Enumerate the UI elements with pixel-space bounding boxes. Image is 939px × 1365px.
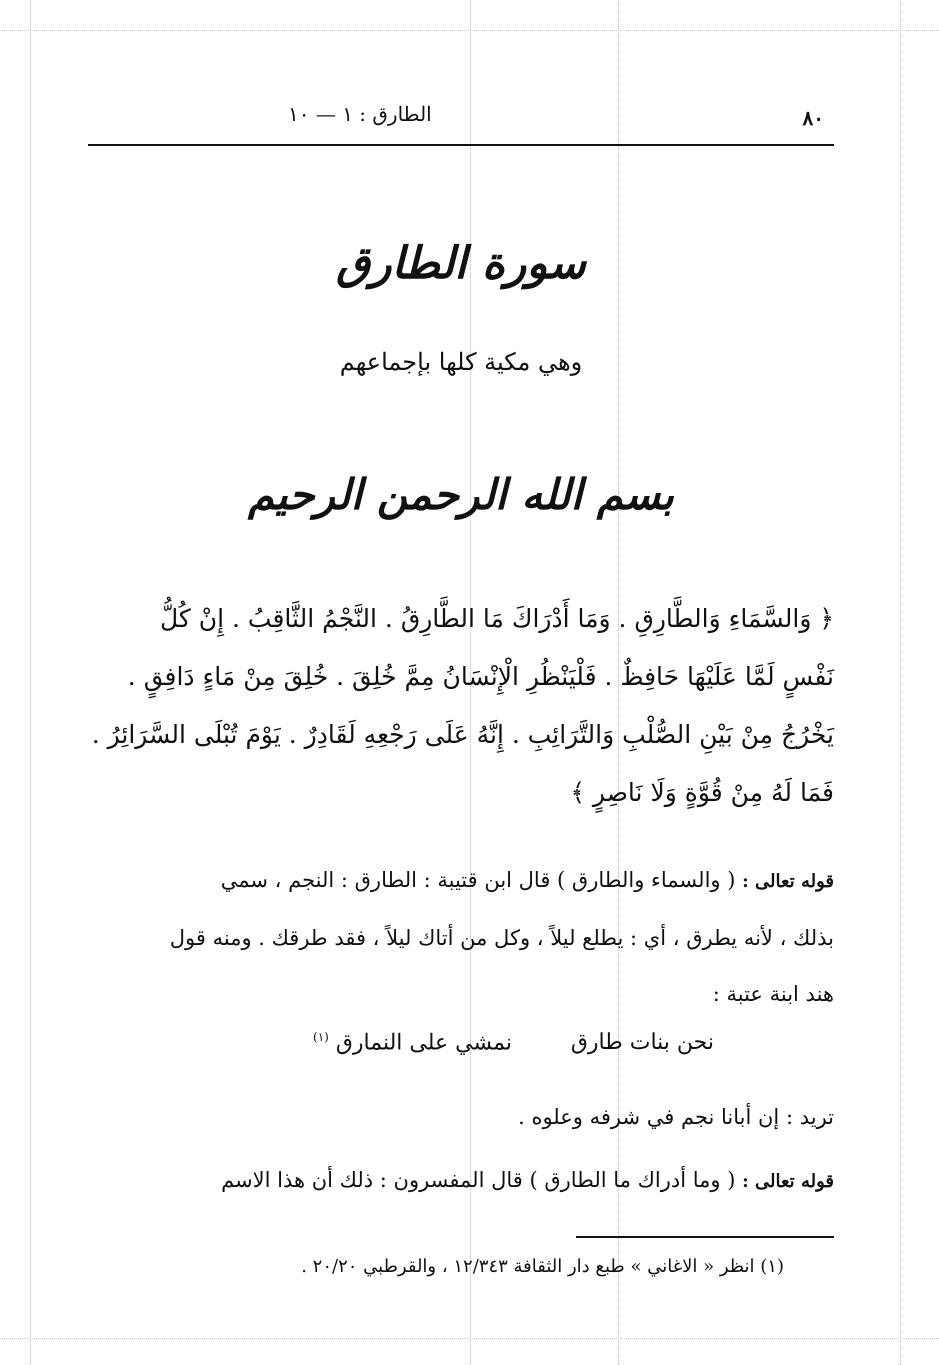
footnote: (١) انظر « الاغاني » طبع دار الثقافة ١٢/٣٤٣ ، والقرطبي ٢٠/٢٠ . [301,1256,784,1277]
poem-verse [88,1030,834,1070]
commentary-text: ( وما أدراك ما الطارق ) قال المفسرون : ذلك أن هذا الاسم [221,1168,736,1192]
poem-hemistich-text: نمشي على النمارق [335,1030,512,1056]
poem-hemistich-right: نحن بنات طارق [570,1030,714,1055]
commentary-lead: قوله تعالى : [742,1171,834,1192]
commentary-text: ( والسماء والطارق ) قال ابن قتيبة : الطارق : النجم ، سمي [220,868,736,892]
commentary-line [88,852,834,910]
commentary-line: هند ابنة عتبة : [712,982,834,1006]
footnote-reference: (١) [313,1030,329,1044]
header-rule [88,144,834,146]
book-page [88,0,834,1365]
scan-guide [30,0,31,1365]
commentary-lead: قوله تعالى : [742,871,834,892]
page-number: ٨٠ [802,106,824,130]
scan-guide [900,0,901,1365]
poem-hemistich-left [313,1030,512,1055]
commentary-paragraph [88,1168,834,1192]
verse-line: ﴿ وَالسَّمَاءِ وَالطَّارِقِ . وَمَا أَدْرَاكَ مَا الطَّارِقُ . النَّجْمُ الثَّاقِبُ . إِنْ كُلُّ [160,604,834,633]
commentary-paragraph [88,852,834,1022]
verse-line: يَخْرُجُ مِنْ بَيْنِ الصُّلْبِ وَالتَّرَائِبِ . إِنَّهُ عَلَى رَجْعِهِ لَقَادِرٌ . يَوْمَ تُبْلَى السَّرَائِرُ . [91,720,834,749]
verse-line: نَفْسٍ لَمَّا عَلَيْهَا حَافِظٌ . فَلْيَنْظُرِ الْإِنْسَانُ مِمَّ خُلِقَ . خُلِقَ مِنْ مَاءٍ دَافِقٍ . [127,662,834,691]
verse-line: فَمَا لَهُ مِنْ قُوَّةٍ وَلَا نَاصِرٍ ﴾ [570,778,834,807]
surah-title: سورة الطارق [336,238,586,289]
commentary-line: بذلك ، لأنه يطرق ، أي : يطلع ليلاً ، وكل من أتاك ليلاً ، فقد طرقك . ومنه قول [169,926,834,950]
quran-verses [88,590,834,822]
running-title: الطارق : ١ — ١٠ [288,102,432,126]
surah-subtitle: وهي مكية كلها بإجماعهم [339,348,583,376]
footnote-rule [576,1236,834,1238]
basmala: بسم الله الرحمن الرحيم [248,470,674,519]
page-header [88,100,834,134]
commentary-paragraph: تريد : إن أبانا نجم في شرفه وعلوه . [518,1105,834,1129]
